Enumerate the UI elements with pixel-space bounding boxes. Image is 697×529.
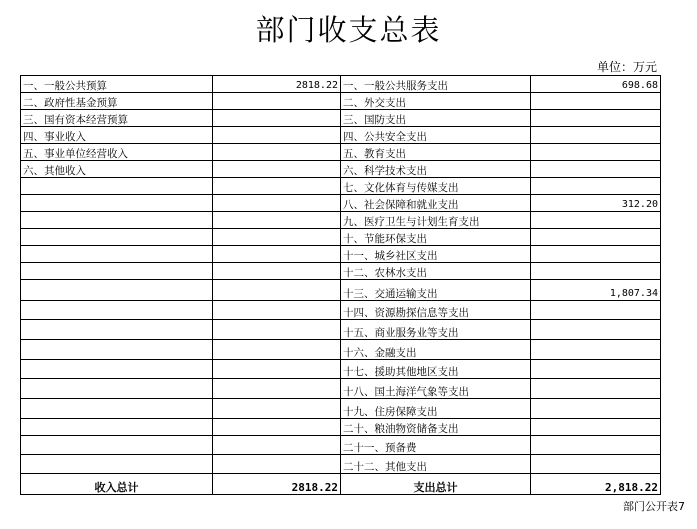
income-amount	[213, 360, 341, 379]
budget-table	[20, 75, 661, 495]
expense-item: 八、社会保障和就业支出	[341, 195, 531, 212]
income-item	[21, 360, 213, 379]
income-amount	[213, 280, 341, 301]
total-row	[21, 474, 661, 495]
income-item	[21, 455, 213, 474]
income-amount	[213, 436, 341, 455]
expense-amount: 312.20	[531, 195, 661, 212]
income-item	[21, 246, 213, 263]
expense-amount	[531, 93, 661, 110]
expense-item: 十二、农林水支出	[341, 263, 531, 280]
income-amount	[213, 263, 341, 280]
income-total-amount: 2818.22	[213, 474, 341, 495]
expense-item: 十六、金融支出	[341, 340, 531, 360]
expense-amount	[531, 340, 661, 360]
expense-item: 五、教育支出	[341, 144, 531, 161]
income-amount	[213, 212, 341, 229]
expense-amount	[531, 379, 661, 399]
expense-item: 十七、援助其他地区支出	[341, 360, 531, 379]
table-row	[21, 280, 661, 301]
table-row	[21, 301, 661, 320]
expense-amount	[531, 127, 661, 144]
expense-amount	[531, 360, 661, 379]
expense-item: 二十、粮油物资储备支出	[341, 419, 531, 436]
expense-item: 二十一、预备费	[341, 436, 531, 455]
table-row	[21, 212, 661, 229]
expense-amount: 698.68	[531, 76, 661, 93]
income-item	[21, 320, 213, 340]
income-item	[21, 379, 213, 399]
expense-item: 二、外交支出	[341, 93, 531, 110]
table-row	[21, 436, 661, 455]
income-item	[21, 229, 213, 246]
income-item: 四、事业收入	[21, 127, 213, 144]
expense-amount	[531, 161, 661, 178]
income-amount	[213, 161, 341, 178]
income-amount	[213, 178, 341, 195]
income-total-label: 收入总计	[21, 474, 213, 495]
income-item: 二、政府性基金预算	[21, 93, 213, 110]
income-amount	[213, 246, 341, 263]
expense-amount	[531, 229, 661, 246]
income-item	[21, 340, 213, 360]
expense-item: 六、科学技术支出	[341, 161, 531, 178]
expense-item: 二十二、其他支出	[341, 455, 531, 474]
expense-amount	[531, 301, 661, 320]
income-amount	[213, 93, 341, 110]
expense-item: 四、公共安全支出	[341, 127, 531, 144]
expense-item: 十三、交通运输支出	[341, 280, 531, 301]
expense-item: 十四、资源勘探信息等支出	[341, 301, 531, 320]
income-amount	[213, 144, 341, 161]
expense-item: 一、一般公共服务支出	[341, 76, 531, 93]
expense-amount	[531, 263, 661, 280]
income-amount	[213, 127, 341, 144]
expense-amount: 1,807.34	[531, 280, 661, 301]
expense-amount	[531, 455, 661, 474]
table-row	[21, 340, 661, 360]
table-row	[21, 263, 661, 280]
expense-total-label: 支出总计	[341, 474, 531, 495]
table-row	[21, 178, 661, 195]
expense-item: 十九、住房保障支出	[341, 399, 531, 419]
income-item	[21, 195, 213, 212]
income-item: 六、其他收入	[21, 161, 213, 178]
table-row	[21, 360, 661, 379]
income-item	[21, 436, 213, 455]
expense-amount	[531, 212, 661, 229]
expense-item: 十五、商业服务业等支出	[341, 320, 531, 340]
income-amount	[213, 455, 341, 474]
expense-item: 十八、国土海洋气象等支出	[341, 379, 531, 399]
income-amount	[213, 229, 341, 246]
income-item: 一、一般公共预算	[21, 76, 213, 93]
income-amount: 2818.22	[213, 76, 341, 93]
expense-amount	[531, 399, 661, 419]
income-item	[21, 212, 213, 229]
expense-item: 三、国防支出	[341, 110, 531, 127]
expense-item: 十一、城乡社区支出	[341, 246, 531, 263]
income-amount	[213, 399, 341, 419]
income-item	[21, 280, 213, 301]
page-title: 部门收支总表	[255, 13, 442, 47]
income-amount	[213, 195, 341, 212]
expense-item: 九、医疗卫生与计划生育支出	[341, 212, 531, 229]
income-item: 五、事业单位经营收入	[21, 144, 213, 161]
income-amount	[213, 379, 341, 399]
table-row	[21, 379, 661, 399]
expense-amount	[531, 419, 661, 436]
income-item	[21, 301, 213, 320]
table-row	[21, 455, 661, 474]
table-row	[21, 110, 661, 127]
expense-amount	[531, 144, 661, 161]
expense-amount	[531, 178, 661, 195]
table-row	[21, 246, 661, 263]
income-amount	[213, 110, 341, 127]
table-row	[21, 419, 661, 436]
income-amount	[213, 419, 341, 436]
table-row	[21, 229, 661, 246]
table-row	[21, 127, 661, 144]
income-amount	[213, 320, 341, 340]
income-item	[21, 419, 213, 436]
income-item	[21, 263, 213, 280]
table-row	[21, 161, 661, 178]
expense-amount	[531, 320, 661, 340]
expense-amount	[531, 246, 661, 263]
table-row	[21, 76, 661, 93]
table-row	[21, 320, 661, 340]
footer-note: 部门公开表7	[623, 500, 685, 513]
table-row	[21, 195, 661, 212]
income-amount	[213, 301, 341, 320]
income-item	[21, 178, 213, 195]
unit-label: 单位：万元	[596, 60, 657, 74]
expense-total-amount: 2,818.22	[531, 474, 661, 495]
income-item	[21, 399, 213, 419]
table-row	[21, 93, 661, 110]
table-row	[21, 144, 661, 161]
table-row	[21, 399, 661, 419]
income-item: 三、国有资本经营预算	[21, 110, 213, 127]
income-amount	[213, 340, 341, 360]
expense-amount	[531, 110, 661, 127]
expense-amount	[531, 436, 661, 455]
expense-item: 十、节能环保支出	[341, 229, 531, 246]
expense-item: 七、文化体育与传媒支出	[341, 178, 531, 195]
